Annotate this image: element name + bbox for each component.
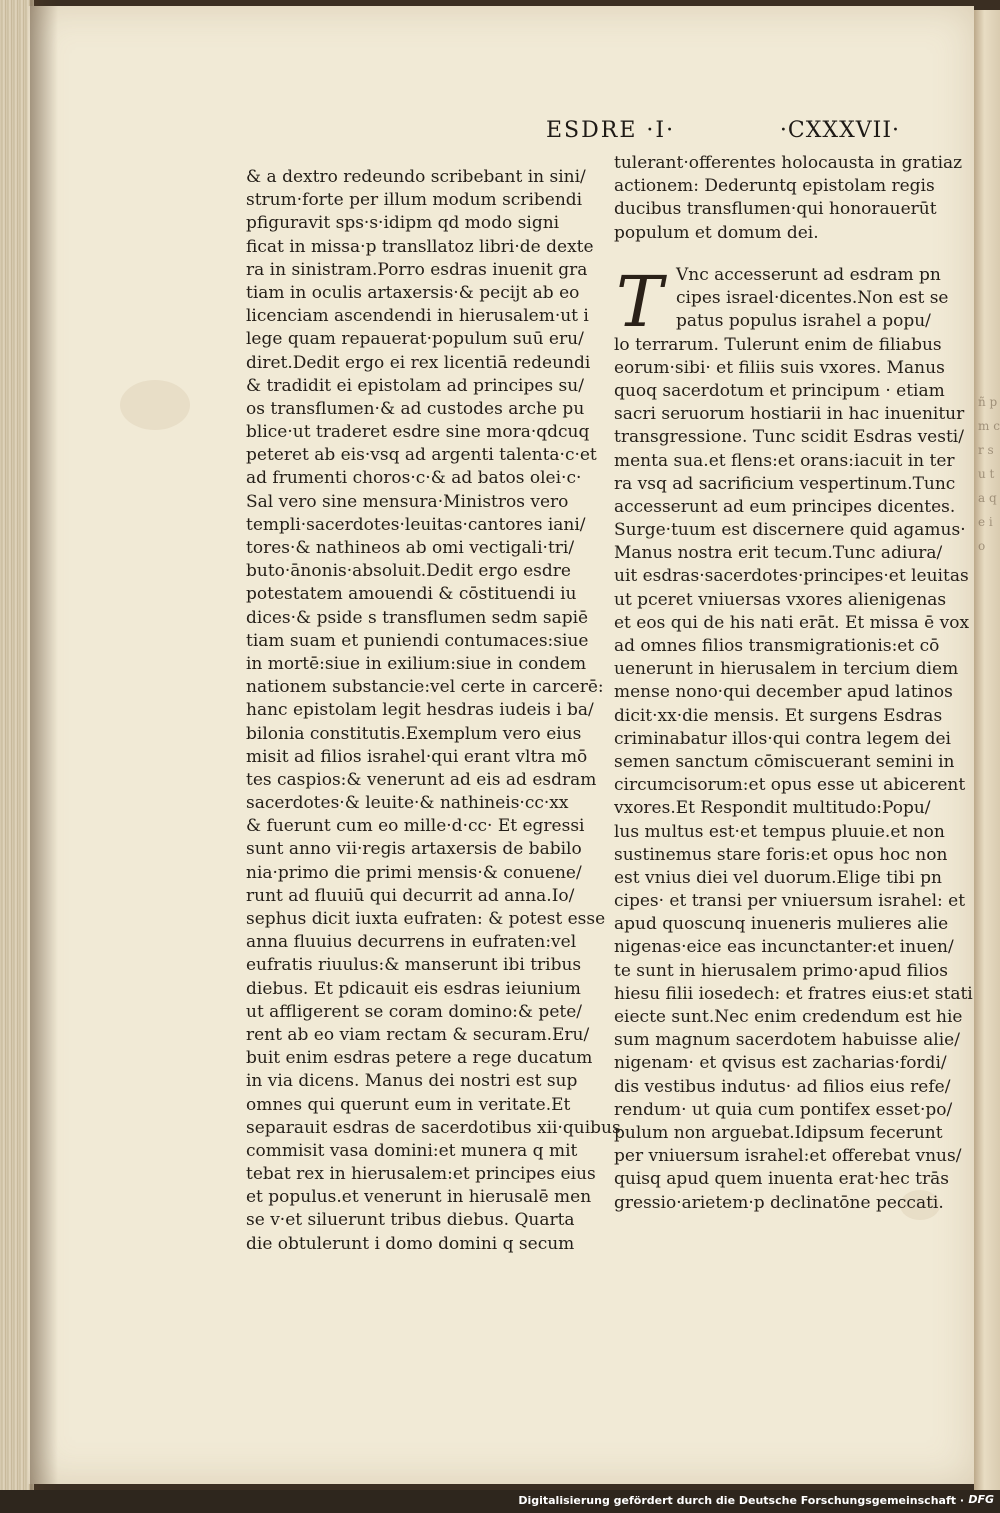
text-line: nigenas·eice eas incunctanter:et inuen/ xyxy=(614,937,954,958)
text-line: criminabatur illos·qui contra legem dei xyxy=(614,728,951,749)
text-line: eiecte sunt.Nec enim credendum est hie xyxy=(614,1007,963,1027)
text-line: buto·ānonis·absoluit.Dedit ergo esdre xyxy=(246,561,571,582)
text-line: nigenam· et qvisus est zacharias·fordi/ xyxy=(614,1053,947,1074)
text-line: die obtulerunt i domo domini q secum xyxy=(246,1233,575,1254)
text-line: hanc epistolam legit hesdras iudeis i ba/ xyxy=(246,700,594,721)
text-line: semen sanctum cōmiscuerant semini in xyxy=(614,751,955,772)
text-line: cipes israel·dicentes.Non est se xyxy=(676,288,949,309)
text-line: dices·& pside s transflumen sedm sapiē xyxy=(246,607,589,628)
text-line: ducibus transflumen·qui honorauerūt xyxy=(614,199,937,220)
text-line: ad frumenti choros·c·& ad batos olei·c· xyxy=(246,468,582,489)
text-line: lege quam repauerat·populum suū eru/ xyxy=(246,329,584,350)
text-line: potestatem amouendi & cōstituendi iu xyxy=(246,584,577,605)
text-line: in mortē:siue in exilium:siue in condem xyxy=(246,653,587,674)
running-title: ESDRE ·I· xyxy=(546,118,676,143)
paper-stain xyxy=(120,380,190,430)
text-line: Surge·tuum est discernere quid agamus· xyxy=(614,520,966,541)
text-line: pfiguravit sps·s·idipm qd modo signi xyxy=(246,213,560,234)
gutter-shadow xyxy=(30,0,58,1490)
text-line: ficat in missa·p transllatoz libri·de dexte xyxy=(246,236,594,257)
text-line: os transflumen·& ad custodes arche pu xyxy=(246,398,585,419)
text-line: in via dicens. Manus dei nostri est sup xyxy=(246,1071,578,1092)
text-line: et eos qui de his nati erāt. Et missa ē vox xyxy=(614,612,970,633)
text-line: gressio·arietem·p declinatōne peccati. xyxy=(614,1192,944,1213)
text-line: per vniuersum israhel:et offerebat vnus/ xyxy=(614,1146,962,1167)
dfg-logo: DFG xyxy=(968,1493,994,1506)
text-line: diret.Dedit ergo ei rex licentiā redeundi xyxy=(246,352,591,373)
text-line: se v·et siluerunt tribus diebus. Quarta xyxy=(246,1210,575,1231)
facing-page-edge: ñ p m c r s u t a q e i o xyxy=(974,10,1000,1490)
text-line: menta sua.et flens:et orans:iacuit in ter xyxy=(614,450,955,471)
text-line: separauit esdras de sacerdotibus xii·quibus xyxy=(246,1117,621,1138)
text-line: ra vsq ad sacrificium vespertinum.Tunc xyxy=(614,473,956,494)
text-line: strum·forte per illum modum scribendi xyxy=(246,190,583,211)
text-line: mense nono·qui december apud latinos xyxy=(614,682,953,703)
text-line: circumcisorum:et opus esse ut abicerent xyxy=(614,775,966,796)
text-line: transgressione. Tunc scidit Esdras vesti/ xyxy=(614,427,964,448)
text-line: sephus dicit iuxta eufraten: & potest esse xyxy=(246,909,606,929)
running-head xyxy=(540,118,900,148)
footer-credit: Digitalisierung gefördert durch die Deutsche Forschungsgemeinschaft · xyxy=(518,1494,964,1507)
text-line: & fuerunt cum eo mille·d·cc· Et egressi xyxy=(246,816,585,837)
text-line: bilonia constitutis.Exemplum vero eius xyxy=(246,723,582,744)
text-line: peteret ab eis·vsq ad argenti talenta·c·et xyxy=(246,445,597,466)
text-line: licenciam ascendendi in hierusalem·ut i xyxy=(246,306,589,327)
text-line: omnes qui querunt eum in veritate.Et xyxy=(246,1094,571,1115)
text-line: tiam in oculis artaxersis·& pecijt ab eo xyxy=(246,282,580,303)
text-line: anna fluuius decurrens in eufraten:vel xyxy=(246,932,577,953)
decorated-initial: T xyxy=(616,261,663,343)
text-line: nia·primo die primi mensis·& conuene/ xyxy=(246,862,582,883)
text-line: rent ab eo viam rectam & securam.Eru/ xyxy=(246,1024,590,1045)
text-line: sunt anno vii·regis artaxersis de babilo xyxy=(246,839,582,860)
text-line: commisit vasa domini:et munera q mit xyxy=(246,1140,578,1161)
text-line: ad omnes filios transmigrationis:et cō xyxy=(614,636,940,656)
text-line: accesserunt ad eum principes dicentes. xyxy=(614,496,956,517)
text-line: Manus nostra erit tecum.Tunc adiura/ xyxy=(614,543,943,564)
text-line: est vnius diei vel duorum.Elige tibi pn xyxy=(614,867,942,888)
text-line: templi·sacerdotes·leuitas·cantores iani/ xyxy=(246,514,586,535)
text-line: uit esdras·sacerdotes·principes·et leuitas xyxy=(614,566,969,587)
text-line: apud quoscunq inueneris mulieres alie xyxy=(614,914,949,935)
text-line: sum magnum sacerdotem habuisse alie/ xyxy=(614,1030,960,1051)
text-line: Vnc accesserunt ad esdram pn xyxy=(676,265,941,285)
text-line: tes caspios:& venerunt ad eis ad esdram xyxy=(246,769,597,790)
right-text-column-top xyxy=(614,152,963,245)
text-line: et populus.et venerunt in hierusalē men xyxy=(246,1187,592,1208)
text-line: ra in sinistram.Porro esdras inuenit gra xyxy=(246,259,588,280)
text-line: misit ad filios israhel·qui erant vltra mō xyxy=(246,746,588,767)
text-line: sustinemus stare foris:et opus hoc non xyxy=(614,844,948,865)
text-line: & a dextro redeundo scribebant in sini/ xyxy=(246,167,586,187)
text-line: lus multus est·et tempus pluuie.et non xyxy=(614,821,945,842)
text-line: lo terrarum. Tulerunt enim de filiabus xyxy=(614,334,942,355)
text-line: dicit·xx·die mensis. Et surgens Esdras xyxy=(614,705,943,726)
text-line: eufratis riuulus:& manserunt ibi tribus xyxy=(246,955,582,976)
text-line: & tradidit ei epistolam ad principes su/ xyxy=(246,375,584,396)
text-line: runt ad fluuiū qui decurrit ad anna.Io/ xyxy=(246,885,575,906)
text-line: tulerant·offerentes holocausta in gratiaz xyxy=(614,153,963,173)
text-line: ut affligerent se coram domino:& pete/ xyxy=(246,1001,582,1022)
text-line: diebus. Et pdicauit eis esdras ieiunium xyxy=(246,978,581,999)
text-line: Sal vero sine mensura·Ministros vero xyxy=(246,491,569,512)
folio-number: ·CXXXVII· xyxy=(779,118,900,143)
text-line: eorum·sibi· et filiis suis vxores. Manus xyxy=(614,357,945,378)
text-line: buit enim esdras petere a rege ducatum xyxy=(246,1048,593,1069)
text-line: populum et domum dei. xyxy=(614,222,819,243)
text-line: sacri seruorum hostiarii in hac inuenitur xyxy=(614,404,965,425)
text-line: vxores.Et Respondit multitudo:Popu/ xyxy=(614,798,931,819)
text-line: ut pceret vniuersas vxores alienigenas xyxy=(614,589,947,610)
text-line: blice·ut traderet esdre sine mora·qdcuq xyxy=(246,422,590,443)
text-line: hiesu filii iosedech: et fratres eius:et stati xyxy=(614,983,973,1004)
text-line: tiam suam et puniendi contumaces:siue xyxy=(246,630,589,651)
text-line: actionem: Dederuntq epistolam regis xyxy=(614,176,935,197)
text-line: quisq apud quem inuenta erat·hec trās xyxy=(614,1169,949,1190)
text-line: tores·& nathineos ab omi vectigali·tri/ xyxy=(246,538,575,558)
text-line: quoq sacerdotum et principum · etiam xyxy=(614,380,945,401)
text-line: pulum non arguebat.Idipsum fecerunt xyxy=(614,1122,943,1143)
text-line: nationem substancie:vel certe in carcerē: xyxy=(246,677,604,698)
left-text-column xyxy=(246,166,621,1256)
text-line: patus populus israhel a popu/ xyxy=(676,311,931,332)
text-line: tebat rex in hierusalem:et principes eius xyxy=(246,1164,596,1185)
right-text-column-main xyxy=(614,261,973,1215)
text-line: sacerdotes·& leuite·& nathineis·cc·xx xyxy=(246,793,569,814)
text-line: rendum· ut quia cum pontifex esset·po/ xyxy=(614,1099,953,1120)
text-line: uenerunt in hierusalem in tercium diem xyxy=(614,659,959,680)
text-line: cipes· et transi per vniuersum israhel: et xyxy=(614,891,966,912)
text-line: te sunt in hierusalem primo·apud filios xyxy=(614,960,948,981)
text-line: dis vestibus indutus· ad filios eius refe/ xyxy=(614,1076,951,1097)
